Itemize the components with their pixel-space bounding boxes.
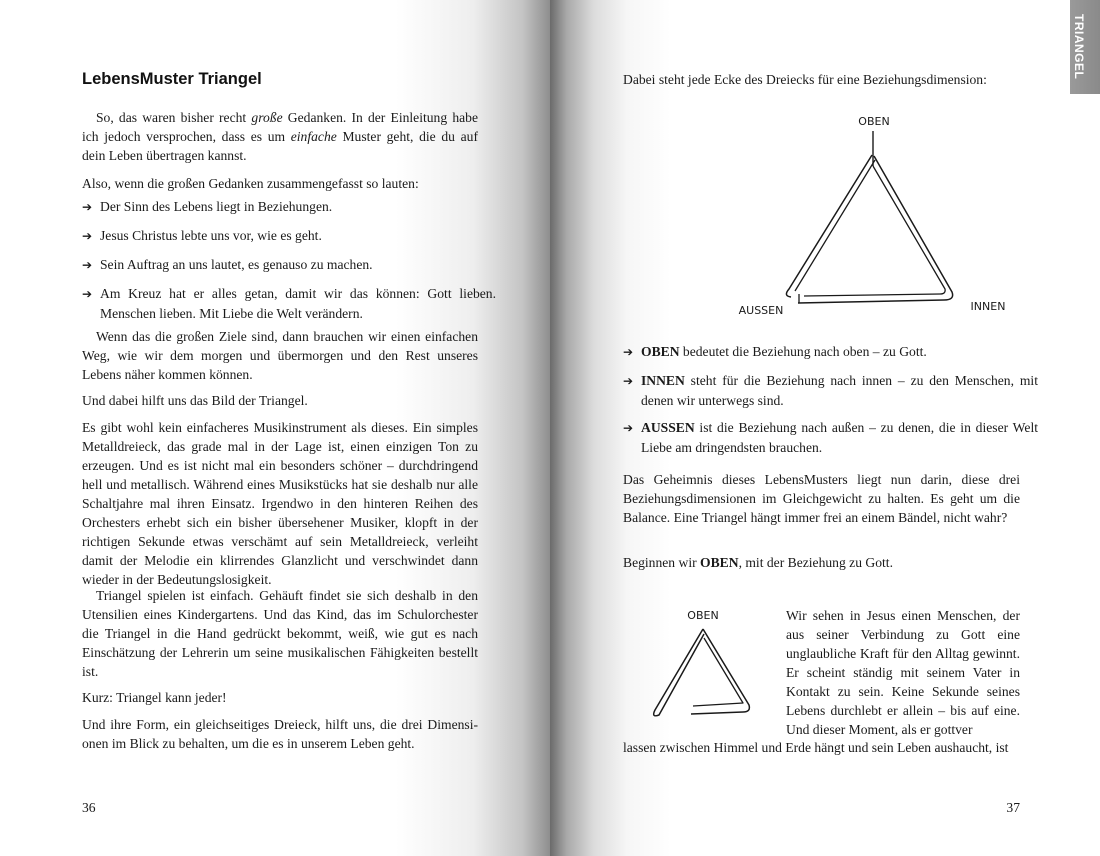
intro-paragraph xyxy=(82,108,478,165)
arrow-icon: ➔ xyxy=(82,258,93,272)
intro-emphasis-2: einfache xyxy=(290,129,337,144)
small-label-oben: OBEN xyxy=(687,609,719,622)
intro-text-3: Muster geht, die du auf dein Leben übertragen kannst. xyxy=(82,129,478,163)
intro-text-1: So, das waren bisher recht xyxy=(96,110,252,125)
dimension-item xyxy=(623,371,1038,410)
triangle-image-paragraph: Und dabei hilft uns das Bild der Triangel. xyxy=(82,393,308,408)
bullet-text: Jesus Christus lebte uns vor, wie es geht. xyxy=(100,228,322,243)
arrow-icon: ➔ xyxy=(623,374,634,388)
triangle-outer-left xyxy=(786,155,872,297)
triangle-inner-left xyxy=(795,160,875,291)
chapter-side-tab-label: TRIANGEL xyxy=(1072,14,1086,80)
dimension-item xyxy=(623,342,1038,362)
begin-bold: OBEN xyxy=(700,555,739,570)
page-number-left: 36 xyxy=(82,800,96,815)
bullet-text: Sein Auftrag an uns lautet, es genauso zu machen. xyxy=(100,257,373,272)
begin-text-2: , mit der Beziehung zu Gott. xyxy=(738,555,893,570)
arrow-icon: ➔ xyxy=(82,229,93,243)
instrument-paragraph: Es gibt wohl kein einfacheres Musikinstrument als dieses. Ein simples Metalldreieck, das grade mal in der Lage ist, einen einzigen Ton zu erzeugen. Und es ist nicht mal ein besonders schöner – durchdringend hell und metallisch. Während eines Musikstücks hat sie deshalb nur alle Schaltjahre mal ihren Einsatz. Irgendwo in den hinteren Reihen des Orchesters erhebt sich ein bisher übersehener Musiker, klopft in der richtigen Sekunde etwas verschämt auf sein Metalldreieck, verleiht damit der Melodie ein klirrendes Glanzlicht und verschwindet dann wieder in der Bedeutungslosigkeit. xyxy=(82,420,478,587)
jesus-paragraph: Wir sehen in Jesus einen Menschen, der aus seiner Verbindung zu Gott eine unglaubliche Kraft für den Alltag gewinnt. Er scheint ständig mit seinem Vater in Kontakt zu sein. Keine Sekunde seines Lebens durchlebt er allein – bis auf eine. Und dieser Moment, als er gottver xyxy=(786,608,1020,737)
bullet-text: Am Kreuz hat er alles getan, damit wir das können: Gott lieben. Menschen lieben. Mit Liebe die Welt verändern. xyxy=(100,286,496,321)
arrow-icon: ➔ xyxy=(82,287,93,301)
short-statement: Kurz: Triangel kann jeder! xyxy=(82,690,227,705)
label-innen: INNEN xyxy=(970,300,1006,313)
arrow-icon: ➔ xyxy=(623,345,634,359)
triangle-outer-right xyxy=(798,156,953,303)
goals-paragraph: Wenn das die großen Ziele sind, dann brauchen wir einen einfachen Weg, wie wir dem morgen und übermorgen und den Rest unseres Lebens näher kommen können. xyxy=(82,329,478,382)
label-aussen: AUSSEN xyxy=(738,304,784,317)
chapter-title: LebensMuster Triangel xyxy=(82,70,262,88)
dimension-text: ist die Beziehung nach außen – zu denen, die in dieser Welt Liebe am dringendsten brauchen. xyxy=(641,420,1038,455)
intro-emphasis-1: große xyxy=(251,110,283,125)
bullet-text: Der Sinn des Lebens liegt in Beziehungen. xyxy=(100,199,333,214)
small-triangle-illustration xyxy=(645,600,755,725)
dimension-text: steht für die Beziehung nach innen – zu den Menschen, mit denen wir unterwegs sind. xyxy=(641,373,1038,408)
diagram-intro: Dabei steht jede Ecke des Dreiecks für eine Beziehungsdimension: xyxy=(623,72,987,87)
dimension-item xyxy=(623,418,1038,457)
bullet-item xyxy=(82,197,496,217)
page-number-right: 37 xyxy=(1006,800,1020,815)
triangle-diagram xyxy=(678,106,1006,321)
dimension-key: OBEN xyxy=(641,344,680,359)
dimension-text: bedeutet die Beziehung nach oben – zu Gott. xyxy=(679,344,927,359)
kindergarten-paragraph: Triangel spielen ist einfach. Gehäuft findet sie sich deshalb in den Utensilien eines Kindergartens. Und das Kind, das im Schulorchester die Triangel in die Hand gedrückt bekommt, weiß, wie gut es nach Einschätzung der Lehrerin um seine musikalischen Fähigkeiten bestellt ist. xyxy=(82,588,478,679)
summary-lead-paragraph: Also, wenn die großen Gedanken zusammengefasst so lauten: xyxy=(82,176,419,191)
secret-paragraph: Das Geheimnis dieses LebensMusters liegt nun darin, diese drei Beziehungsdimensionen im Gleichgewicht zu halten. Es geht um die Balance. Eine Triangel hängt immer frei an einem Bändel, nicht wahr? xyxy=(623,472,1020,525)
dimension-key: AUSSEN xyxy=(641,420,695,435)
chapter-side-tab xyxy=(1070,0,1100,94)
dimensions-paragraph: Und ihre Form, ein gleichseitiges Dreieck, hilft uns, die drei Dimensionen im Blick zu behalten, um die es in unserem Leben geht. xyxy=(82,717,478,751)
bullet-item xyxy=(82,226,496,246)
bullet-item xyxy=(82,284,496,323)
small-triangle-left xyxy=(654,629,704,716)
begin-text-1: Beginnen wir xyxy=(623,555,701,570)
bullet-item xyxy=(82,255,496,275)
jesus-paragraph-continued: lassen zwischen Himmel und Erde hängt und sein Leben aushaucht, ist xyxy=(623,740,1009,755)
arrow-icon: ➔ xyxy=(82,200,93,214)
intro-text-2: Gedanken. In der Einleitung habe ich jedoch versprochen, dass es um xyxy=(82,110,478,144)
small-triangle-right-inner xyxy=(693,638,743,706)
dimension-key: INNEN xyxy=(641,373,685,388)
arrow-icon: ➔ xyxy=(623,421,634,435)
right-page xyxy=(550,0,1100,856)
label-oben: OBEN xyxy=(858,115,890,128)
begin-paragraph xyxy=(623,553,1020,572)
